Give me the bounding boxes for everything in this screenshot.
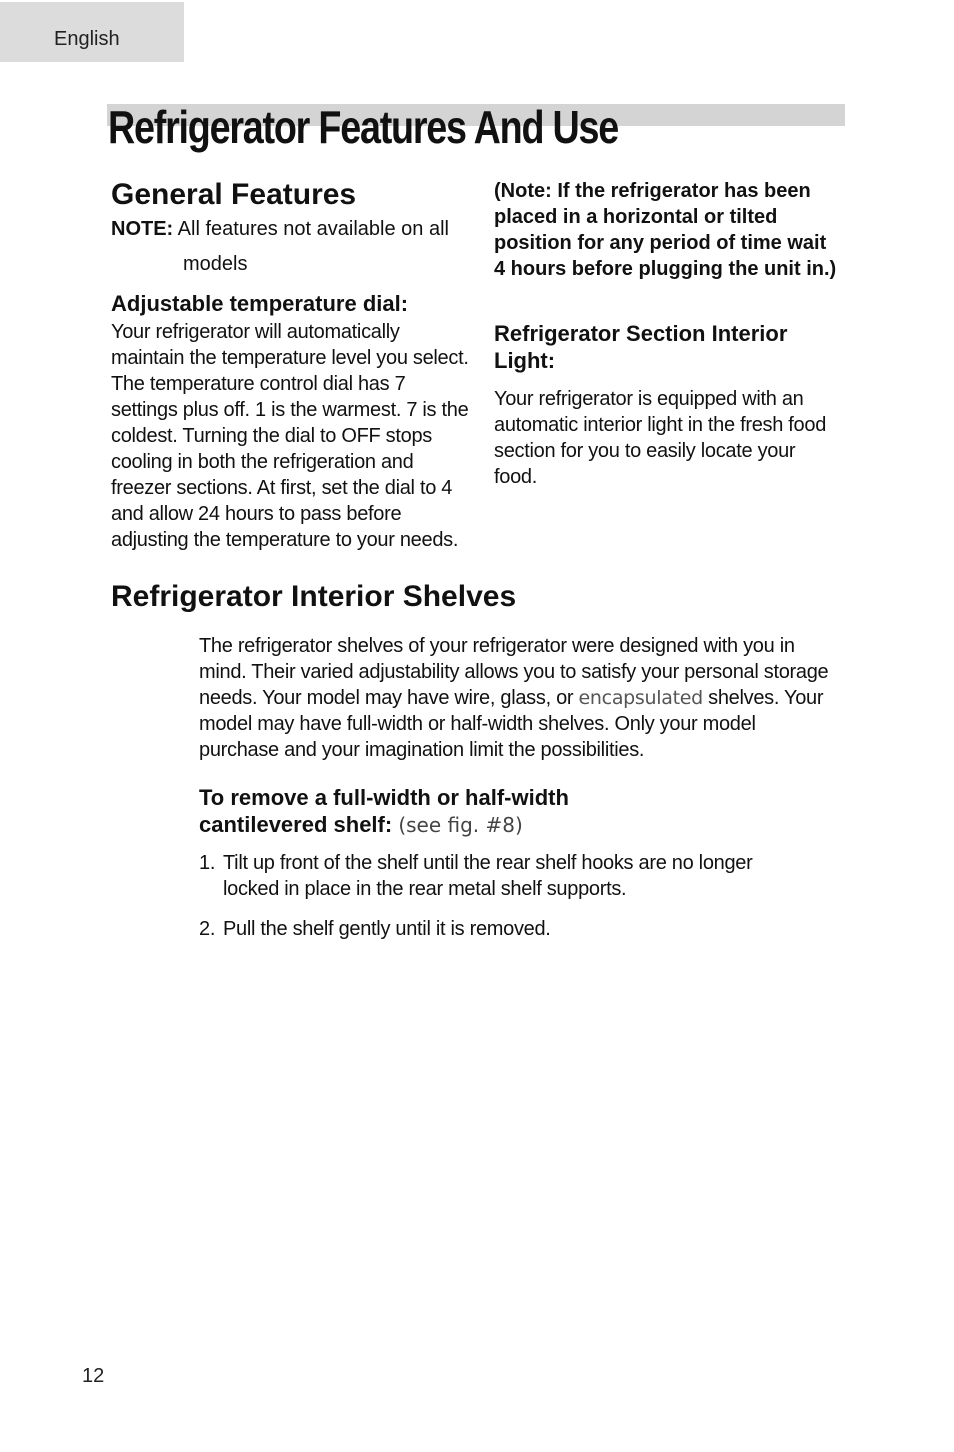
list-item — [199, 916, 819, 942]
page-number: 12 — [82, 1365, 105, 1387]
step-number: 2. — [199, 918, 216, 940]
temperature-dial-text: Your refrigerator will automatically maintain the temperature level you select. The temperature control dial has 7 settings plus off. 1 is the warmest. 7 is the coldest. Turning the dial to OFF stops cooling in both the refrigeration and freezer sections. At first, set the dial to 4 and allow 24 hours to pass before adjusting the temperature to your needs. — [111, 321, 469, 551]
temperature-dial-heading: Adjustable temperature dial: — [111, 291, 409, 316]
general-features-heading: General Features — [111, 178, 357, 211]
remove-shelf-title: To remove a full-width or half-width cantilevered shelf: — [199, 785, 569, 837]
horizontal-position-note: (Note: If the refrigerator has been placed in a horizontal or tilted position for any period of time wait 4 hours before plugging the unit in.) — [494, 180, 837, 280]
interior-shelves-heading: Refrigerator Interior Shelves — [111, 580, 517, 613]
general-note — [111, 218, 449, 241]
note-text: All features not available on all — [177, 218, 449, 240]
list-item — [199, 850, 819, 902]
shelves-text-b: shelves. Your model may have full-width or half-width shelves. Only your model purchase and your imagination limit the possibilities. — [199, 687, 824, 761]
language-label: English — [54, 28, 120, 50]
language-tab — [0, 2, 184, 62]
note-text-continued: models — [183, 253, 248, 275]
step-text: Tilt up front of the shelf until the rear shelf hooks are no longer locked in place in the rear metal shelf supports. — [223, 852, 753, 900]
interior-light-text: Your refrigerator is equipped with an automatic interior light in the fresh food section for you to easily locate your food. — [494, 388, 827, 488]
step-number: 1. — [199, 852, 216, 874]
step-text: Pull the shelf gently until it is removed. — [223, 918, 551, 940]
shelves-text-encapsulated: encapsulated — [578, 687, 703, 709]
shelves-text-a: The refrigerator shelves of your refrigerator were designed with you in mind. Their varied adjustability allows you to satisfy your personal storage needs. Your model may have wire, glass, or — [199, 635, 829, 709]
shelves-text — [199, 633, 829, 763]
figure-reference: (see fig. #8) — [398, 813, 523, 837]
note-label: NOTE: — [111, 218, 174, 240]
interior-light-heading: Refrigerator Section Interior Light: — [494, 321, 788, 373]
page-title: Refrigerator Features And Use — [108, 101, 619, 153]
remove-shelf-heading — [199, 784, 699, 839]
